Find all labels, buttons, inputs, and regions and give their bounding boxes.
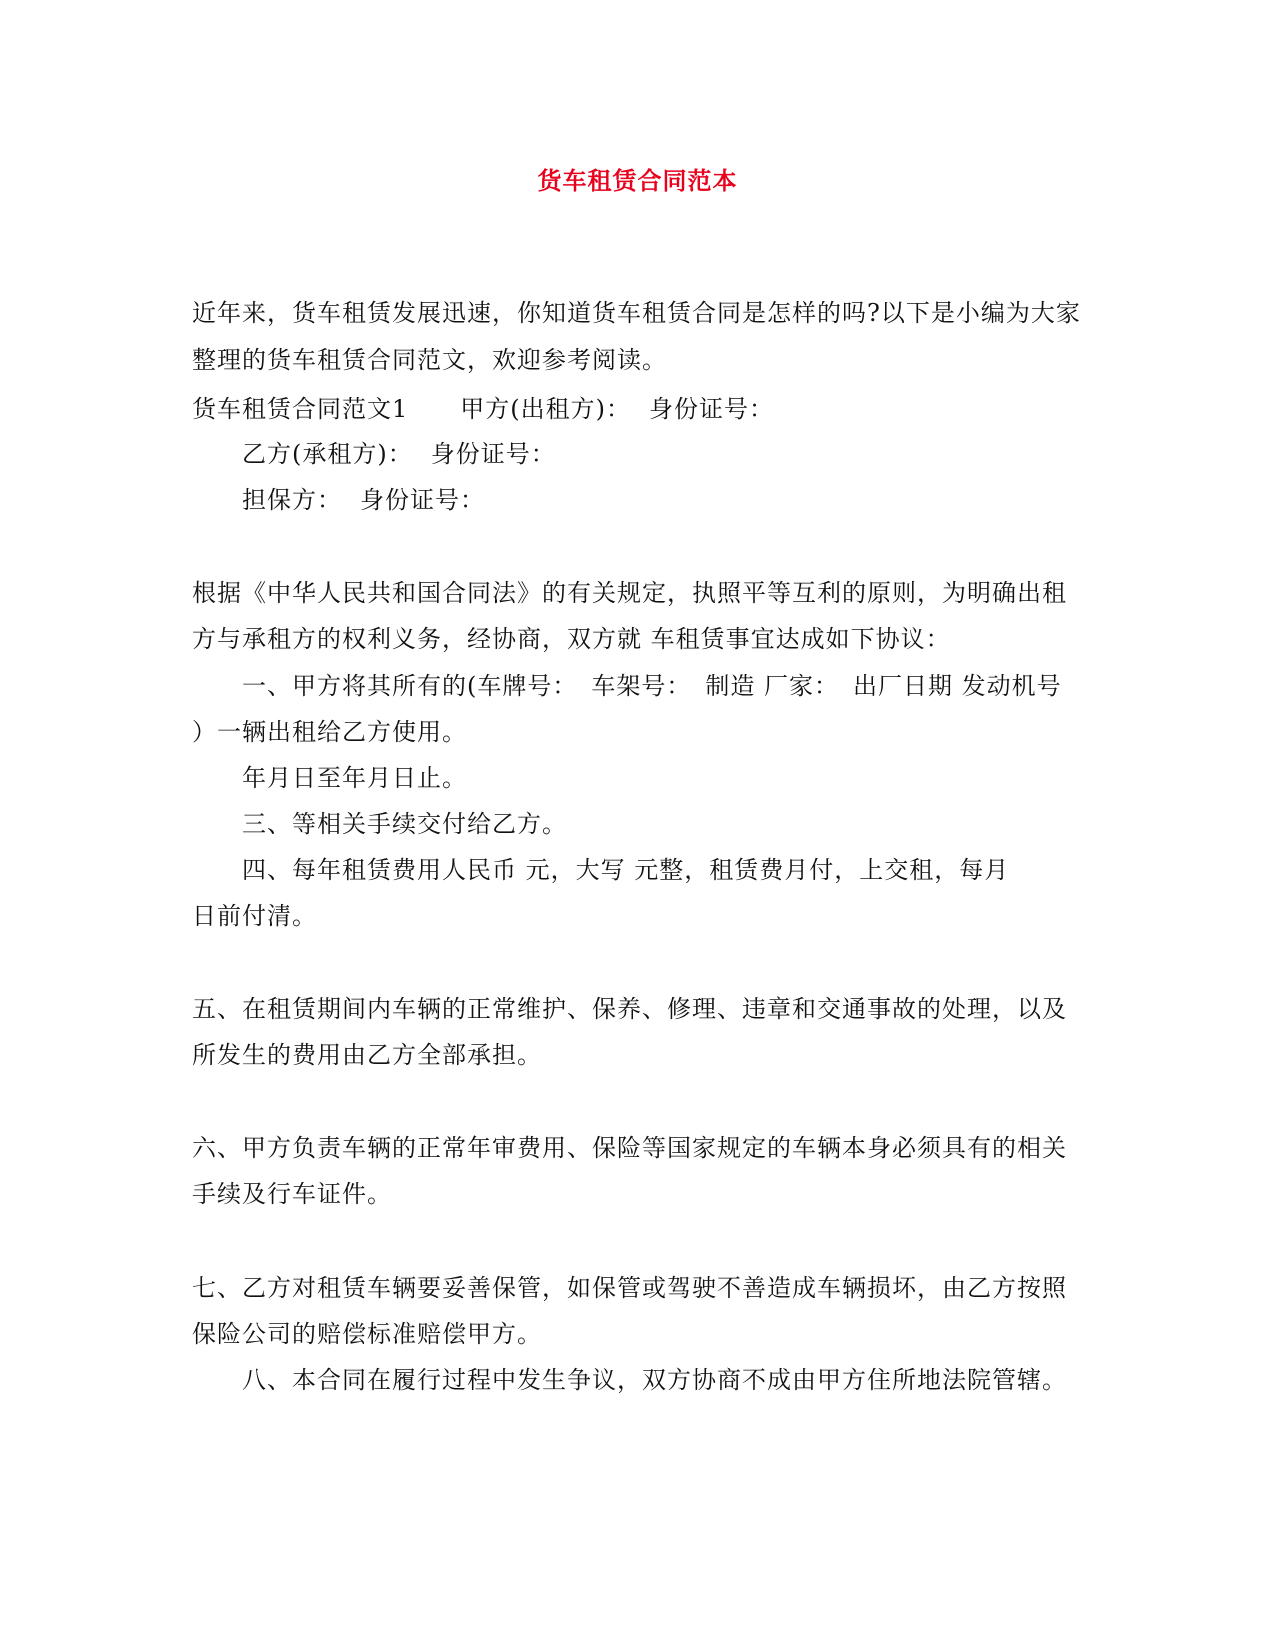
clause-5-line-1: 五、在租赁期间内车辆的正常维护、保养、修理、违章和交通事故的处理，以及 xyxy=(192,995,1067,1023)
parties-line-b xyxy=(242,439,556,469)
document-title: 货车租赁合同范本 xyxy=(537,166,738,195)
preamble-line-1: 根据《中华人民共和国合同法》的有关规定，执照平等互利的原则，为明确出租 xyxy=(192,579,1067,607)
contract-heading: 货车租赁合同范文1 xyxy=(192,395,409,423)
party-b-id-label: 身份证号： xyxy=(430,440,556,468)
clause-7-line-1: 七、乙方对租赁车辆要妥善保管，如保管或驾驶不善造成车辆损坏，由乙方按照 xyxy=(192,1274,1067,1302)
clause-1-plate: 一、甲方将其所有的(车牌号： xyxy=(242,672,578,700)
clause-3: 三、等相关手续交付给乙方。 xyxy=(242,810,567,838)
party-b-label: 乙方(承租方)： xyxy=(242,440,413,468)
clause-4-line-2: 日前付清。 xyxy=(192,902,317,930)
clause-4-line-1: 四、每年租赁费用人民币 元，大写 元整，租赁费月付，上交租，每月 xyxy=(242,856,1010,884)
guarantor-id-label: 身份证号： xyxy=(360,486,485,514)
clause-1-line-1 xyxy=(242,671,1062,701)
clause-6-line-2: 手续及行车证件。 xyxy=(192,1180,392,1208)
clause-2: 年月日至年月日止。 xyxy=(242,764,467,792)
clause-6-line-1: 六、甲方负责车辆的正常年审费用、保险等国家规定的车辆本身必须具有的相关 xyxy=(192,1134,1067,1162)
guarantor-label: 担保方： xyxy=(242,486,342,514)
party-a-id-label: 身份证号： xyxy=(649,395,775,423)
clause-1-line-2: ）一辆出租给乙方使用。 xyxy=(192,718,467,746)
preamble-line-2: 方与承租方的权利义务，经协商，双方就 车租赁事宜达成如下协议： xyxy=(192,625,951,653)
parties-line-a xyxy=(192,394,774,424)
clause-8: 八、本合同在履行过程中发生争议，双方协商不成由甲方住所地法院管辖。 xyxy=(242,1366,1067,1394)
clause-1-maker: 制造 厂家： xyxy=(705,672,840,700)
clause-1-date-engine: 出厂日期 发动机号 xyxy=(853,672,1062,700)
intro-line-2: 整理的货车租赁合同范文，欢迎参考阅读。 xyxy=(192,346,667,374)
parties-line-guarantor xyxy=(242,485,485,515)
clause-7-line-2: 保险公司的赔偿标准赔偿甲方。 xyxy=(192,1320,542,1348)
party-a-label: 甲方(出租方)： xyxy=(460,395,632,423)
clause-1-frame: 车架号： xyxy=(591,672,692,700)
clause-5-line-2: 所发生的费用由乙方全部承担。 xyxy=(192,1041,542,1069)
intro-line-1: 近年来，货车租赁发展迅速，你知道货车租赁合同是怎样的吗?以下是小编为大家 xyxy=(192,299,1081,327)
